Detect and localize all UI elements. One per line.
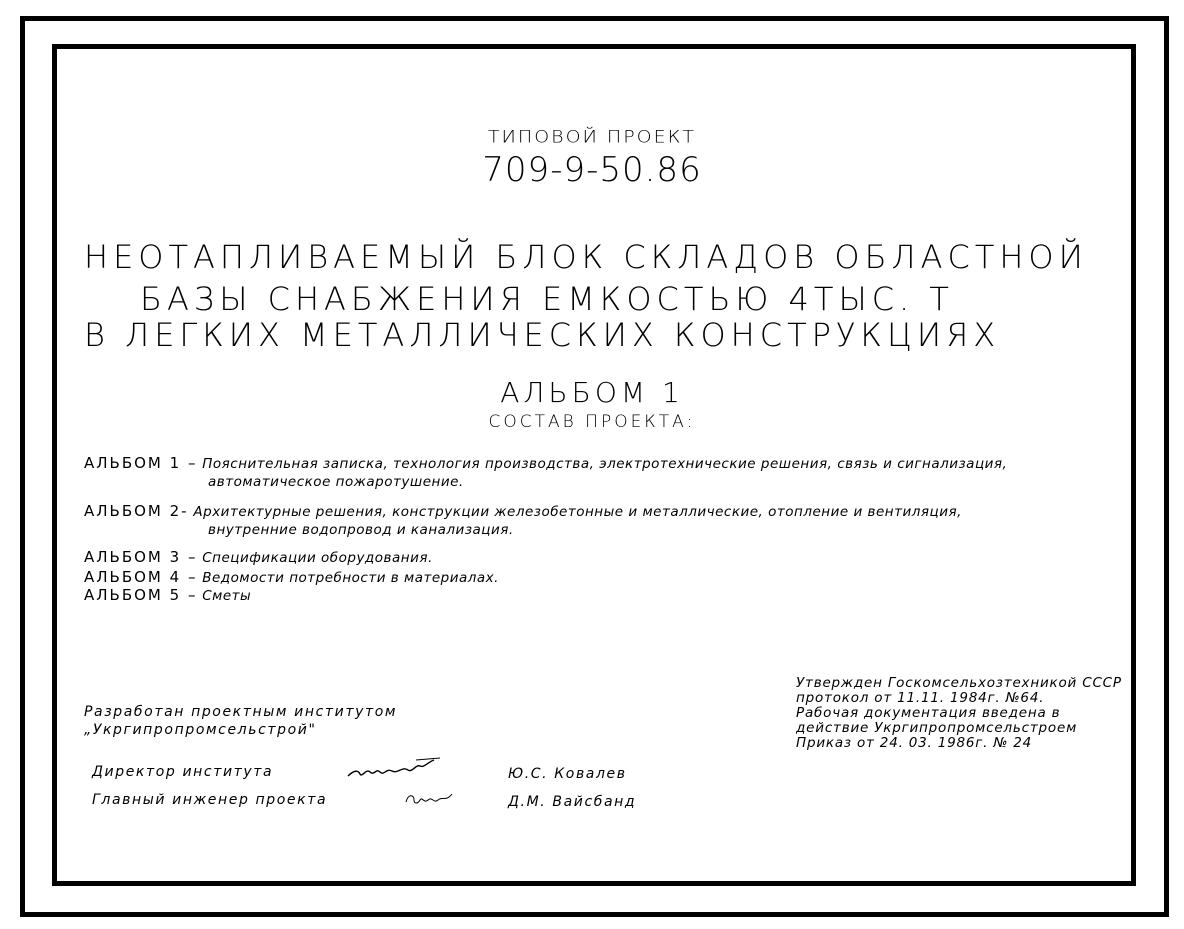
chief-name: Д.М. Вайсбанд: [508, 794, 637, 810]
album-label: АЛЬБОМ 2-: [84, 502, 189, 520]
album-label: АЛЬБОМ 3 –: [84, 548, 198, 566]
approval-line-4: действие Укргипропромсельстроем: [796, 720, 1078, 736]
album-description: Пояснительная записка, технология производства, электротехнические решения, связь и сигнализация,: [202, 456, 1008, 472]
project-number: 709-9-50.86: [482, 150, 702, 190]
album-description-cont: автоматическое пожаротушение.: [208, 474, 464, 490]
album-row-4: [84, 568, 499, 586]
album-description: Спецификации оборудования.: [202, 550, 433, 566]
album-label: АЛЬБОМ 4 –: [84, 568, 198, 586]
developer-line-1: Разработан проектным институтом: [84, 704, 398, 720]
sheet-label: ТИПОВОЙ ПРОЕКТ: [487, 127, 697, 147]
title-line-2: БАЗЫ СНАБЖЕНИЯ ЕМКОСТЬЮ 4ТЫС. Т: [140, 280, 954, 318]
chief-title: Главный инженер проекта: [92, 792, 328, 808]
album-row-3: [84, 548, 433, 566]
title-line-3: В ЛЕГКИХ МЕТАЛЛИЧЕСКИХ КОНСТРУКЦИЯХ: [84, 316, 1001, 354]
director-name: Ю.С. Ковалев: [508, 766, 627, 782]
approval-line-3: Рабочая документация введена в: [796, 705, 1061, 721]
approval-line-1: Утвержден Госкомсельхозтехникой СССР: [796, 675, 1122, 691]
album-description: Архитектурные решения, конструкции железобетонные и металлические, отопление и вентиляция,: [193, 504, 962, 520]
album-heading: АЛЬБОМ 1: [500, 376, 684, 409]
album-label: АЛЬБОМ 1 –: [84, 454, 198, 472]
approval-line-5: Приказ от 24. 03. 1986г. № 24: [796, 735, 1033, 751]
approval-line-2: протокол от 11.11. 1984г. №64.: [796, 690, 1045, 706]
album-description: Ведомости потребности в материалах.: [202, 570, 499, 586]
album-label: АЛЬБОМ 5 –: [84, 586, 198, 604]
album-description: Сметы: [202, 588, 252, 604]
album-row-2: [84, 502, 962, 520]
developer-line-2: „Укргипропромсельстрой": [84, 722, 317, 738]
director-signature: [346, 756, 442, 780]
album-row-1: [84, 454, 1007, 472]
composition-label: СОСТАВ ПРОЕКТА:: [488, 412, 696, 432]
album-row-5: [84, 586, 251, 604]
director-title: Директор института: [92, 764, 274, 780]
title-line-1: НЕОТАПЛИВАЕМЫЙ БЛОК СКЛАДОВ ОБЛАСТНОЙ: [84, 238, 1088, 276]
chief-signature: [404, 788, 454, 808]
album-description-cont: внутренние водопровод и канализация.: [208, 522, 514, 538]
